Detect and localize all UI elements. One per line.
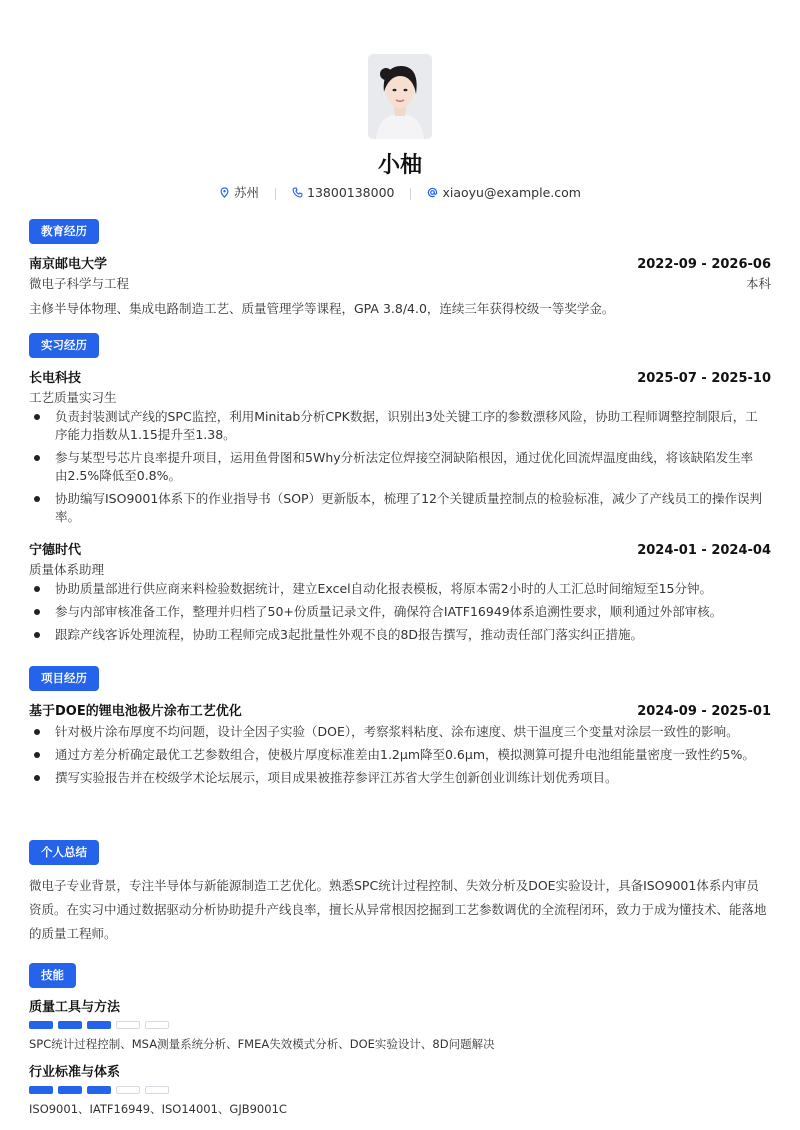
education-dates: 2022-09 - 2026-06 <box>637 257 771 272</box>
job-bullets <box>29 580 771 644</box>
section-title-project: 项目经历 <box>29 666 99 691</box>
skill-level-bars <box>29 1021 771 1029</box>
major-name: 微电子科学与工程 <box>29 276 130 291</box>
skill-level-segment <box>87 1021 111 1029</box>
skill-group <box>29 1061 771 1117</box>
job-role: 质量体系助理 <box>29 562 105 577</box>
internship-section <box>29 333 771 649</box>
section-title-skills: 技能 <box>29 963 76 988</box>
bullet-item: 针对极片涂布厚度不均问题，设计全因子实验（DOE），考察浆料粘度、涂布速度、烘干温度三个变量对涂层一致性的影响。 <box>29 723 771 741</box>
bullet-item: 参与某型号芯片良率提升项目，运用鱼骨图和5Why分析法定位焊接空洞缺陷根因，通过优化回流焊温度曲线，将该缺陷发生率由2.5%降低至0.8%。 <box>29 449 771 485</box>
skills-section <box>29 963 771 1117</box>
contact-divider <box>410 188 411 200</box>
degree-level: 本科 <box>745 276 771 291</box>
job-entry <box>29 367 771 526</box>
candidate-name: 小柚 <box>377 153 422 178</box>
skill-level-segment <box>145 1086 169 1094</box>
education-subheader <box>29 274 771 292</box>
bullet-item: 负责封装测试产线的SPC监控，利用Minitab分析CPK数据，识别出3处关键工序的参数漂移风险，协助工程师调整控制限后，工序能力指数从1.15提升至1.38。 <box>29 408 771 444</box>
contact-line <box>0 183 800 201</box>
education-description: 主修半导体物理、集成电路制造工艺、质量管理学等课程，GPA 3.8/4.0，连续三年获得校级一等奖学金。 <box>29 301 615 316</box>
bullet-item: 撰写实验报告并在校级学术论坛展示，项目成果被推荐参评江苏省大学生创新创业训练计划优秀项目。 <box>29 769 771 787</box>
contact-location <box>219 183 259 201</box>
skill-description: ISO9001、IATF16949、ISO14001、GJB9001C <box>29 1102 287 1116</box>
skill-group <box>29 996 771 1052</box>
project-header <box>29 700 771 719</box>
education-header <box>29 253 771 272</box>
bullet-item: 参与内部审核准备工作，整理并归档了50+份质量记录文件，确保符合IATF16949体系追溯性要求，顺利通过外部审核。 <box>29 603 771 621</box>
company-name: 宁德时代 <box>29 543 82 558</box>
project-bullets <box>29 723 771 787</box>
skill-level-segment <box>58 1021 82 1029</box>
section-title-summary: 个人总结 <box>29 840 99 865</box>
contact-email <box>427 185 580 200</box>
job-entry <box>29 539 771 644</box>
contact-divider <box>275 188 276 200</box>
phone-text[interactable]: 13800138000 <box>307 184 395 200</box>
section-title-internship: 实习经历 <box>29 333 99 358</box>
bullet-item: 协助质量部进行供应商来料检验数据统计，建立Excel自动化报表模板，将原本需2小时的人工汇总时间缩短至15分钟。 <box>29 580 771 598</box>
job-dates: 2025-07 - 2025-10 <box>637 371 771 386</box>
phone-icon <box>292 187 303 198</box>
skill-level-segment <box>116 1021 140 1029</box>
education-section <box>29 219 771 321</box>
section-title-education: 教育经历 <box>29 219 99 244</box>
email-text[interactable]: xiaoyu@example.com <box>442 184 581 200</box>
bullet-item: 跟踪产线客诉处理流程，协助工程师完成3起批量性外观不良的8D报告撰写，推动责任部门落实纠正措施。 <box>29 626 771 644</box>
company-name: 长电科技 <box>29 371 82 386</box>
skill-level-segment <box>145 1021 169 1029</box>
skill-level-segment <box>29 1021 53 1029</box>
job-dates: 2024-01 - 2024-04 <box>637 543 771 558</box>
summary-text: 微电子专业背景，专注半导体与新能源制造工艺优化。熟悉SPC统计过程控制、失效分析及DOE实验设计，具备ISO9001体系内审员资质。在实习中通过数据驱动分析协助提升产线良率，擅长从异常根因挖掘到工艺参数调优的全流程闭环，致力于成为懂技术、能落地的质量工程师。 <box>29 878 767 941</box>
bullet-item: 通过方差分析确定最优工艺参数组合，使极片厚度标准差由1.2μm降至0.6μm，模拟测算可提升电池组能量密度一致性约5%。 <box>29 746 771 764</box>
location-pin-icon <box>219 187 230 198</box>
project-dates: 2024-09 - 2025-01 <box>637 704 771 719</box>
location-text: 苏州 <box>234 185 260 200</box>
contact-phone <box>292 185 394 200</box>
job-header <box>29 539 771 558</box>
project-section <box>29 666 771 792</box>
job-header <box>29 367 771 386</box>
skill-level-segment <box>29 1086 53 1094</box>
summary-section <box>29 840 771 946</box>
profile-photo <box>368 54 432 139</box>
school-name: 南京邮电大学 <box>29 257 108 272</box>
bullet-item: 协助编写ISO9001体系下的作业指导书（SOP）更新版本，梳理了12个关键质量控制点的检验标准，减少了产线员工的操作误判率。 <box>29 490 771 526</box>
skill-description: SPC统计过程控制、MSA测量系统分析、FMEA失效模式分析、DOE实验设计、8D问题解决 <box>29 1037 495 1051</box>
skill-level-segment <box>116 1086 140 1094</box>
job-role: 工艺质量实习生 <box>29 390 117 405</box>
skill-level-bars <box>29 1086 771 1094</box>
skill-name: 行业标准与体系 <box>29 1065 121 1080</box>
email-at-icon <box>427 187 438 198</box>
skill-name: 质量工具与方法 <box>29 1000 121 1015</box>
job-bullets <box>29 408 771 526</box>
skill-level-segment <box>87 1086 111 1094</box>
project-name: 基于DOE的锂电池极片涂布工艺优化 <box>29 704 242 719</box>
skill-level-segment <box>58 1086 82 1094</box>
